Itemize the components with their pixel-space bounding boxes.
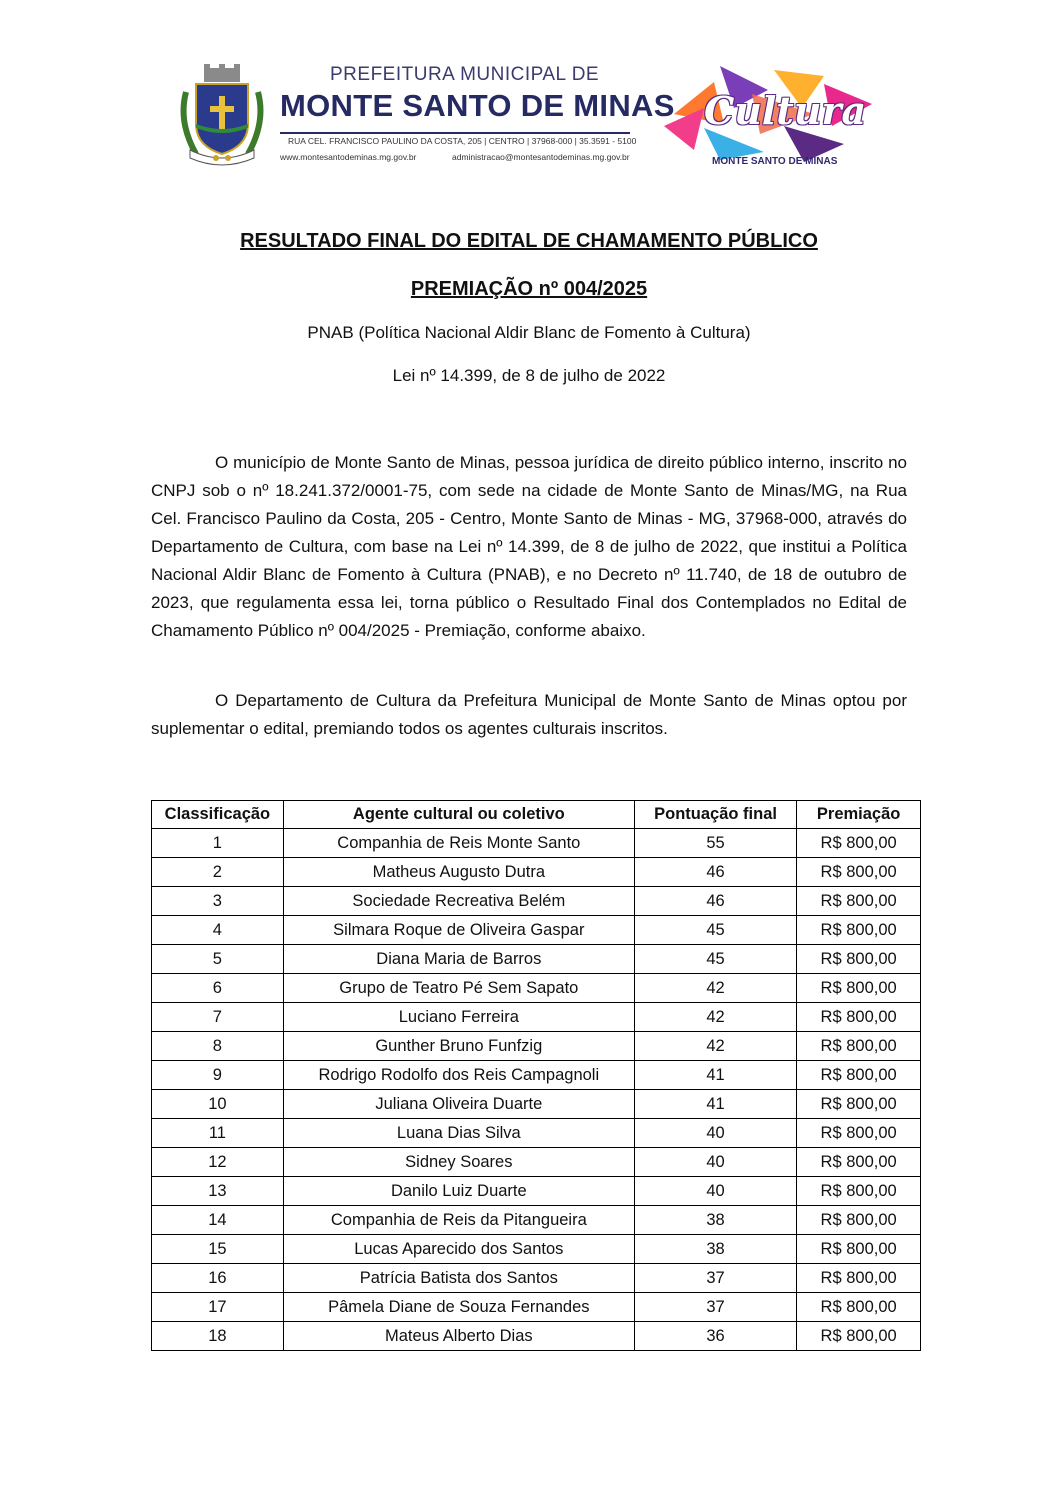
classificacao-cell: 11 <box>152 1119 284 1148</box>
agente-cell: Silmara Roque de Oliveira Gaspar <box>283 916 634 945</box>
pontuacao-cell: 40 <box>634 1148 796 1177</box>
premiacao-cell: R$ 800,00 <box>797 916 921 945</box>
document-subtitle: PREMIAÇÃO nº 004/2025 <box>410 278 648 300</box>
premiacao-cell: R$ 800,00 <box>797 829 921 858</box>
premiacao-cell: R$ 800,00 <box>797 1003 921 1032</box>
pontuacao-cell: 41 <box>634 1061 796 1090</box>
table-header-row <box>152 801 921 829</box>
document-title: RESULTADO FINAL DO EDITAL DE CHAMAMENTO PÚBLICO <box>240 230 818 252</box>
premiacao-cell: R$ 800,00 <box>797 1032 921 1061</box>
pontuacao-cell: 37 <box>634 1293 796 1322</box>
table-row <box>152 1177 921 1206</box>
city-name: MONTE SANTO DE MINAS <box>280 88 675 123</box>
classificacao-cell: 9 <box>152 1061 284 1090</box>
address-line: RUA CEL. FRANCISCO PAULINO DA COSTA, 205 | CENTRO | 37968-000 | 35.3591 - 5100 <box>288 136 637 146</box>
header-premiacao: Premiação <box>797 801 921 829</box>
table-row <box>152 1293 921 1322</box>
classificacao-cell: 12 <box>152 1148 284 1177</box>
pontuacao-cell: 42 <box>634 1003 796 1032</box>
table-row <box>152 829 921 858</box>
table-body <box>152 829 921 1351</box>
prefeitura-title: PREFEITURA MUNICIPAL DE <box>330 64 600 85</box>
table-row <box>152 1148 921 1177</box>
results-table <box>151 800 921 1351</box>
premiacao-cell: R$ 800,00 <box>797 1177 921 1206</box>
agente-cell: Companhia de Reis Monte Santo <box>283 829 634 858</box>
classificacao-cell: 8 <box>152 1032 284 1061</box>
pontuacao-cell: 42 <box>634 974 796 1003</box>
premiacao-cell: R$ 800,00 <box>797 1264 921 1293</box>
header-agente: Agente cultural ou coletivo <box>283 801 634 829</box>
pontuacao-cell: 37 <box>634 1264 796 1293</box>
table-row <box>152 1003 921 1032</box>
table-row <box>152 1322 921 1351</box>
pontuacao-cell: 45 <box>634 916 796 945</box>
agente-cell: Sidney Soares <box>283 1148 634 1177</box>
table-row <box>152 1119 921 1148</box>
premiacao-cell: R$ 800,00 <box>797 1090 921 1119</box>
agente-cell: Rodrigo Rodolfo dos Reis Campagnoli <box>283 1061 634 1090</box>
table-row <box>152 1264 921 1293</box>
classificacao-cell: 14 <box>152 1206 284 1235</box>
program-name: PNAB (Política Nacional Aldir Blanc de Fomento à Cultura) <box>307 323 751 342</box>
table-row <box>152 1206 921 1235</box>
pontuacao-cell: 46 <box>634 887 796 916</box>
table-row <box>152 1061 921 1090</box>
classificacao-cell: 1 <box>152 829 284 858</box>
classificacao-cell: 7 <box>152 1003 284 1032</box>
agente-cell: Lucas Aparecido dos Santos <box>283 1235 634 1264</box>
agente-cell: Danilo Luiz Duarte <box>283 1177 634 1206</box>
pontuacao-cell: 55 <box>634 829 796 858</box>
table-row <box>152 858 921 887</box>
pontuacao-cell: 45 <box>634 945 796 974</box>
pontuacao-cell: 36 <box>634 1322 796 1351</box>
header-divider <box>280 132 630 134</box>
pontuacao-cell: 46 <box>634 858 796 887</box>
premiacao-cell: R$ 800,00 <box>797 1061 921 1090</box>
coat-of-arms-icon <box>176 62 268 166</box>
cultura-subtitle: MONTE SANTO DE MINAS <box>712 156 838 167</box>
classificacao-cell: 15 <box>152 1235 284 1264</box>
cultura-wordmark: Cultura <box>704 88 867 133</box>
agente-cell: Luciano Ferreira <box>283 1003 634 1032</box>
pontuacao-cell: 38 <box>634 1235 796 1264</box>
classificacao-cell: 13 <box>152 1177 284 1206</box>
table-row <box>152 945 921 974</box>
pontuacao-cell: 38 <box>634 1206 796 1235</box>
classificacao-cell: 3 <box>152 887 284 916</box>
agente-cell: Diana Maria de Barros <box>283 945 634 974</box>
premiacao-cell: R$ 800,00 <box>797 1206 921 1235</box>
agente-cell: Sociedade Recreativa Belém <box>283 887 634 916</box>
agente-cell: Juliana Oliveira Duarte <box>283 1090 634 1119</box>
classificacao-cell: 16 <box>152 1264 284 1293</box>
premiacao-cell: R$ 800,00 <box>797 1148 921 1177</box>
classificacao-cell: 4 <box>152 916 284 945</box>
table-row <box>152 1090 921 1119</box>
table-row <box>152 1032 921 1061</box>
classificacao-cell: 17 <box>152 1293 284 1322</box>
law-reference: Lei nº 14.399, de 8 de julho de 2022 <box>392 366 666 385</box>
classificacao-cell: 10 <box>152 1090 284 1119</box>
pontuacao-cell: 42 <box>634 1032 796 1061</box>
table-row <box>152 1235 921 1264</box>
pontuacao-cell: 40 <box>634 1177 796 1206</box>
website-link[interactable]: www.montesantodeminas.mg.gov.br <box>280 152 417 162</box>
premiacao-cell: R$ 800,00 <box>797 1322 921 1351</box>
agente-cell: Grupo de Teatro Pé Sem Sapato <box>283 974 634 1003</box>
table-row <box>152 974 921 1003</box>
agente-cell: Gunther Bruno Funfzig <box>283 1032 634 1061</box>
table-row <box>152 887 921 916</box>
premiacao-cell: R$ 800,00 <box>797 887 921 916</box>
agente-cell: Matheus Augusto Dutra <box>283 858 634 887</box>
agente-cell: Luana Dias Silva <box>283 1119 634 1148</box>
pontuacao-cell: 41 <box>634 1090 796 1119</box>
premiacao-cell: R$ 800,00 <box>797 1119 921 1148</box>
intro-paragraph: O município de Monte Santo de Minas, pessoa jurídica de direito público interno, inscrito no CNPJ sob o nº 18.241.372/0001-75, com sede na cidade de Monte Santo de Minas/MG, na Rua Cel. Francisco Paulino da Costa, 205 - Centro, Monte Santo de Minas - MG, 37968-000, através do Departamento de Cultura, com base na Lei nº 14.399, de 8 de julho de 2022, que institui a Política Nacional Aldir Blanc de Fomento à Cultura (PNAB), e no Decreto nº 11.740, de 18 de outubro de 2023, que regulamenta essa lei, torna público o Resultado Final dos Contemplados no Edital de Chamamento Público nº 004/2025 - Premiação, conforme abaixo. <box>151 453 907 640</box>
pontuacao-cell: 40 <box>634 1119 796 1148</box>
header-classificacao: Classificação <box>152 801 284 829</box>
email-link[interactable]: administracao@montesantodeminas.mg.gov.br <box>452 152 630 162</box>
premiacao-cell: R$ 800,00 <box>797 945 921 974</box>
agente-cell: Patrícia Batista dos Santos <box>283 1264 634 1293</box>
classificacao-cell: 18 <box>152 1322 284 1351</box>
table-row <box>152 916 921 945</box>
agente-cell: Companhia de Reis da Pitangueira <box>283 1206 634 1235</box>
agente-cell: Mateus Alberto Dias <box>283 1322 634 1351</box>
premiacao-cell: R$ 800,00 <box>797 858 921 887</box>
classificacao-cell: 5 <box>152 945 284 974</box>
letterhead <box>176 58 886 173</box>
supplement-paragraph: O Departamento de Cultura da Prefeitura Municipal de Monte Santo de Minas optou por suplementar o edital, premiando todos os agentes culturais inscritos. <box>151 691 907 738</box>
premiacao-cell: R$ 800,00 <box>797 1235 921 1264</box>
agente-cell: Pâmela Diane de Souza Fernandes <box>283 1293 634 1322</box>
premiacao-cell: R$ 800,00 <box>797 974 921 1003</box>
classificacao-cell: 6 <box>152 974 284 1003</box>
premiacao-cell: R$ 800,00 <box>797 1293 921 1322</box>
header-pontuacao: Pontuação final <box>634 801 796 829</box>
classificacao-cell: 2 <box>152 858 284 887</box>
